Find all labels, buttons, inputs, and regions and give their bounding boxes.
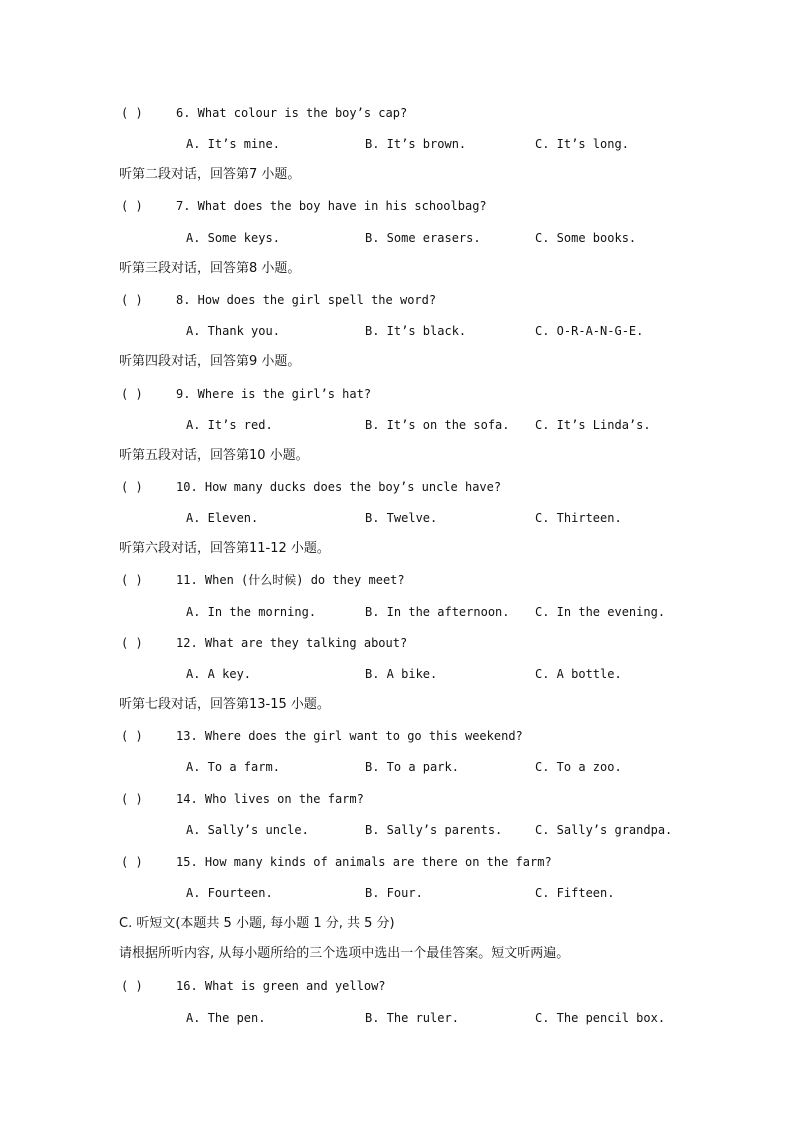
option-a: A. It’s mine. [186,137,280,151]
option-a: A. A key. [186,667,252,681]
heading-text: 请根据所听内容, 从每小题所给的三个选项中选出一个最佳答案。短文听两遍。 [119,946,570,961]
answer-blank: ( ) [121,855,143,869]
option-c: C. Thirteen. [535,511,622,525]
heading-text: C. 听短文(本题共 5 小题, 每小题 1 分, 共 5 分) [119,916,395,931]
option-a: A. Eleven. [186,511,259,525]
section-heading [0,942,794,966]
option-b: B. It’s black. [365,324,467,338]
question-text: 12. What are they talking about? [176,636,408,650]
option-b: B. In the afternoon. [365,605,510,619]
question-line [0,724,794,748]
options-line [0,600,794,624]
option-a: A. The pen. [186,1011,266,1025]
option-a: A. Thank you. [186,324,280,338]
question-line [0,288,794,312]
options-line [0,319,794,343]
answer-blank: ( ) [121,199,143,213]
question-line [0,974,794,998]
section-heading [0,912,794,936]
heading-text: 听第六段对话，回答第11-12 小题。 [119,541,330,556]
question-text: 16. What is green and yellow? [176,979,386,993]
answer-blank: ( ) [121,792,143,806]
answer-blank: ( ) [121,729,143,743]
section-heading [0,163,794,187]
question-text: 6. What colour is the boy’s cap? [176,106,408,120]
options-line [0,226,794,250]
section-heading [0,257,794,281]
question-line [0,475,794,499]
answer-blank: ( ) [121,387,143,401]
option-b: B. Four. [365,886,423,900]
question-line [0,631,794,655]
option-a: A. In the morning. [186,605,317,619]
options-line [0,506,794,530]
option-a: A. It’s red. [186,418,273,432]
question-text: 15. How many kinds of animals are there on the farm? [176,855,552,869]
question-line [0,101,794,125]
answer-blank: ( ) [121,573,143,587]
option-c: C. O-R-A-N-G-E. [535,324,644,338]
option-b: B. It’s on the sofa. [365,418,510,432]
option-c: C. The pencil box. [535,1011,666,1025]
heading-text: 听第四段对话，回答第9 小题。 [119,354,301,369]
section-heading [0,350,794,374]
section-heading [0,693,794,717]
answer-blank: ( ) [121,480,143,494]
question-line [0,568,794,592]
heading-text: 听第五段对话，回答第10 小题。 [119,448,309,463]
question-line [0,382,794,406]
answer-blank: ( ) [121,293,143,307]
options-line [0,1006,794,1030]
section-heading [0,537,794,561]
answer-blank: ( ) [121,636,143,650]
question-text: 7. What does the boy have in his schoolbag? [176,199,487,213]
heading-text: 听第三段对话，回答第8 小题。 [119,261,301,276]
question-line [0,850,794,874]
option-c: C. It’s long. [535,137,629,151]
question-line [0,194,794,218]
question-line [0,787,794,811]
heading-text: 听第二段对话，回答第7 小题。 [119,167,301,182]
option-a: A. Some keys. [186,231,280,245]
options-line [0,881,794,905]
options-line [0,662,794,686]
option-b: B. A bike. [365,667,438,681]
option-a: A. Fourteen. [186,886,273,900]
question-text: 8. How does the girl spell the word? [176,293,437,307]
option-c: C. A bottle. [535,667,622,681]
option-b: B. It’s brown. [365,137,467,151]
question-text: 9. Where is the girl’s hat? [176,387,372,401]
option-c: C. Some books. [535,231,637,245]
option-b: B. Some erasers. [365,231,481,245]
options-line [0,818,794,842]
options-line [0,132,794,156]
section-heading [0,444,794,468]
heading-text: 听第七段对话，回答第13-15 小题。 [119,697,330,712]
option-c: C. Fifteen. [535,886,615,900]
question-text: 14. Who lives on the farm? [176,792,364,806]
question-text: 10. How many ducks does the boy’s uncle have? [176,480,502,494]
options-line [0,755,794,779]
option-a: A. To a farm. [186,760,280,774]
option-b: B. Twelve. [365,511,438,525]
option-c: C. Sally’s grandpa. [535,823,673,837]
option-c: C. In the evening. [535,605,666,619]
option-b: B. The ruler. [365,1011,459,1025]
option-a: A. Sally’s uncle. [186,823,309,837]
answer-blank: ( ) [121,979,143,993]
answer-blank: ( ) [121,106,143,120]
option-c: C. It’s Linda’s. [535,418,651,432]
question-text: 11. When (什么时候) do they meet? [176,573,405,587]
option-c: C. To a zoo. [535,760,622,774]
question-text: 13. Where does the girl want to go this weekend? [176,729,523,743]
options-line [0,413,794,437]
option-b: B. Sally’s parents. [365,823,503,837]
option-b: B. To a park. [365,760,459,774]
